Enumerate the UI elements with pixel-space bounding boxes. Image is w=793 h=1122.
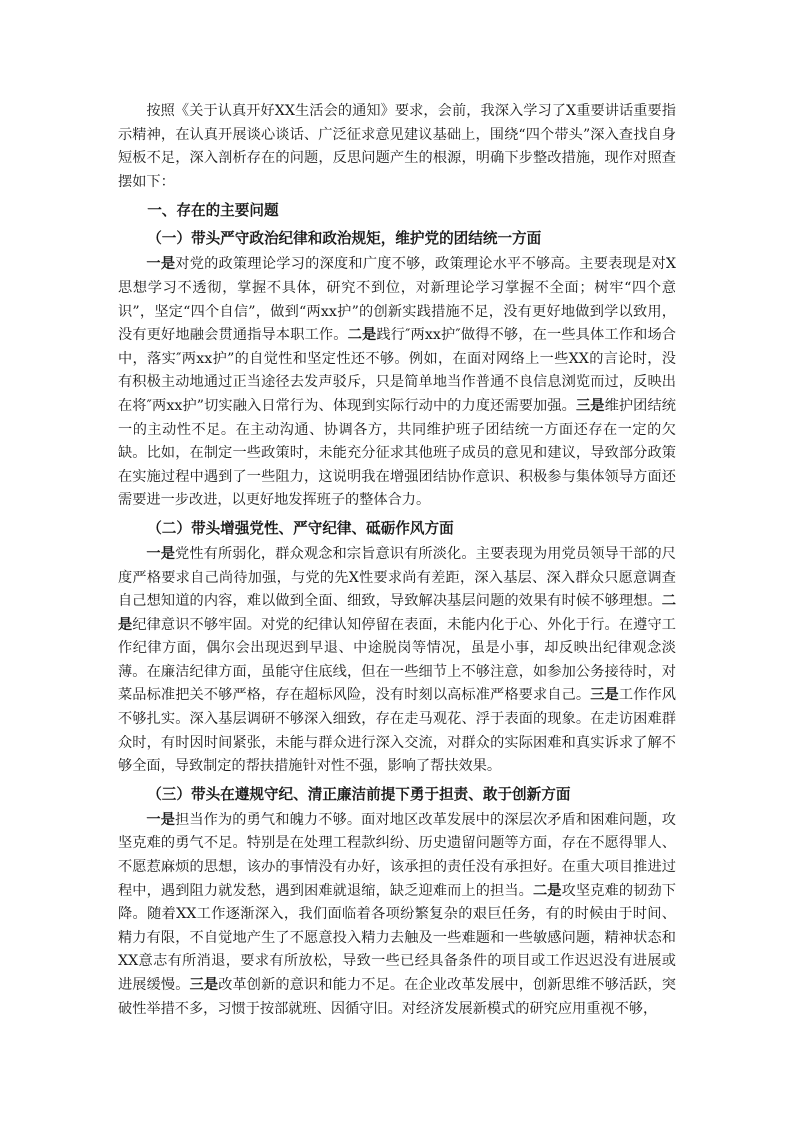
body-text: 纪律意识不够牢固。对党的纪律认知停留在表面，未能内化于心、外化于行。在遵守工作纪律方面，偶尔会出现迟到早退、中途脱岗等情况，虽是小事，却反映出纪律观念淡薄。在廉洁纪律方面，虽能守住底线，但在一些细节上不够注意，如参加公务接待时，对菜品标准把关不够严格，存在超标风险，没有时刻以高标准严格要求自己。 [118,616,676,704]
section-title: 一、存在的主要问题 [147,202,279,220]
lead-marker: 三是 [590,687,619,704]
body-text: 对党的政策理论学习的深度和广度不够，政策理论水平不够高。主要表现是对X思想学习不透彻，掌握不具体，研究不到位，对新理论学习掌握不全面；树牢“四个意识”，坚定“四个自信”，做到“两xx护”的创新实践措施不足，没有更好地做到学以致用，没有更好地融会贯通指导本职工作。 [118,256,676,344]
subsection-2 [118,517,676,779]
document-page [118,100,676,1021]
body-text: 改革创新的意识和能力不足。在企业改革发展中，创新思维不够活跃，突破性举措不多，习惯于按部就班、因循守旧。对经济发展新模式的研究应用重视不够， [118,977,676,1017]
subsection-1 [118,227,676,513]
lead-marker: 二是 [532,882,562,899]
lead-marker: 一是 [146,256,176,273]
subsection-body [118,543,676,779]
intro-paragraph: 按照《关于认真开好XX生活会的通知》要求，会前，我深入学习了X重要讲话重要指示精神，在认真开展谈心谈话、广泛征求意见建议基础上，围绕“四个带头”深入查找自身短板不足，深入剖析存在的问题，反思问题产生的根源，明确下步整改措施，现作对照查摆如下： [118,103,676,190]
lead-marker: 一是 [146,545,176,562]
lead-marker: 二是 [347,327,377,344]
subsection-title: （二）带头增强党性、严守纪律、砥砺作风方面 [147,519,454,537]
body-text: 维护团结统一的主动性不足。在主动沟通、协调各方，共同维护班子团结统一方面还存在一定的欠缺。比如，在制定一些政策时，未能充分征求其他班子成员的意见和建议，导致部分政策在实施过程中遇到了一些阻力，这说明我在增强团结协作意识、积极参与集体领导方面还需要进一步改进，以更好地发挥班子的整体合力。 [118,397,676,509]
subsection-title: （三）带头在遵规守纪、清正廉洁前提下勇于担责、敢于创新方面 [147,785,571,803]
subsection-body [118,809,676,1021]
body-text: 工作作风不够扎实。深入基层调研不够深入细致，存在走马观花、浮于表面的现象。在走访困难群众时，有时因时间紧张，未能与群众进行深入交流，对群众的实际困难和真实诉求了解不够全面，导致制定的帮扶措施针对性不强，影响了帮扶效果。 [118,687,676,775]
body-text: 党性有所弱化，群众观念和宗旨意识有所淡化。主要表现为用党员领导干部的尺度严格要求自己尚待加强，与党的先X性要求尚有差距，深入基层、深入群众只愿意调查自己想知道的内容，难以做到全面、细致，导致解决基层问题的效果有时候不够理想。 [118,545,676,610]
subsection-body [118,253,676,513]
subsection-title: （一）带头严守政治纪律和政治规矩，维护党的团结统一方面 [147,230,542,248]
subsection-3 [118,783,676,1021]
lead-marker: 三是 [575,397,605,414]
body-text: 攻坚克难的韧劲下降。随着XX工作逐渐深入，我们面临着各项纷繁复杂的艰巨任务，有的时候由于时间、精力有限，不自觉地产生了不愿意投入精力去触及一些难题和一些敏感问题，精神状态和XX意志有所消退，要求有所放松，导致一些已经具备条件的项目或工作迟迟没有进展或进展缓慢。 [118,882,676,993]
body-text: 践行″两xx护″做得不够，在一些具体工作和场合中，落实″两xx护”的自觉性和坚定性还不够。例如，在面对网络上一些XX的言论时，没有积极主动地通过正当途径去发声驳斥，只是简单地当作普通不良信息浏览而过，反映出在将″两xx护”切实融入日常行为、体现到实际行动中的力度还需要加强。 [118,327,676,414]
lead-marker: 一是 [146,811,176,828]
body-text: 担当作为的勇气和魄力不够。面对地区改革发展中的深层次矛盾和困难问题，攻坚克难的勇气不足。特别是在处理工程款纠纷、历史遗留问题等方面，存在不愿得罪人、不愿惹麻烦的思想，该办的事情没有办好，该承担的责任没有承担好。在重大项目推进过程中，遇到阻力就发愁，遇到困难就退缩，缺乏迎难而上的担当。 [118,811,676,899]
lead-marker: 三是 [189,977,219,993]
lead-marker: 二是 [118,593,676,633]
